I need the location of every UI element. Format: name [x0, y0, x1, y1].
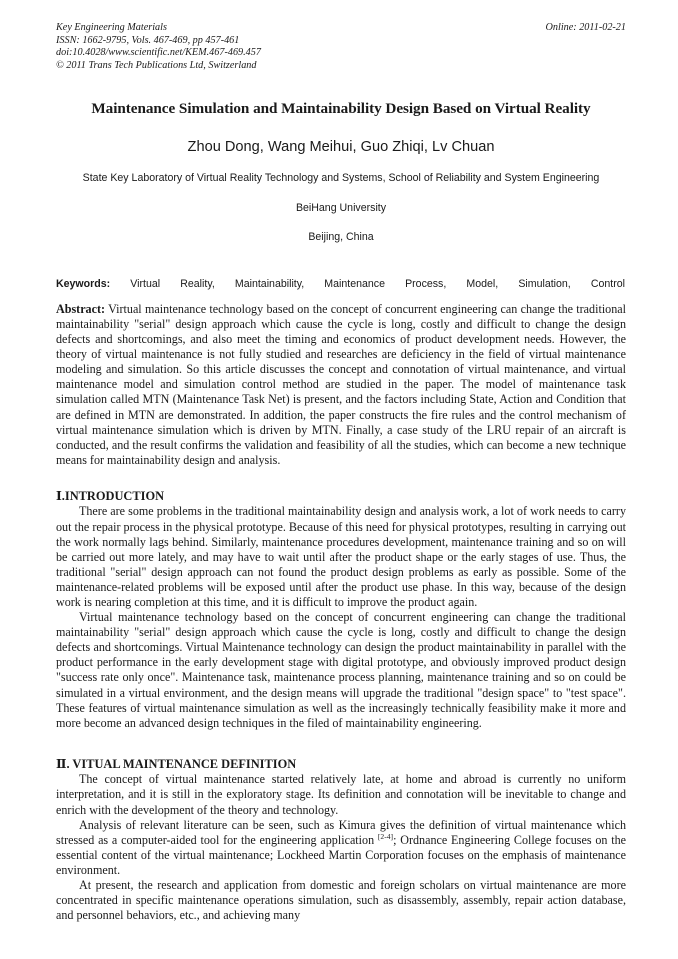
journal-header-top-row — [56, 22, 626, 35]
paragraph: At present, the research and application from domestic and foreign scholars on virtual maintenance are more concentrated in specific maintenance operations simulation, such as disassembly, assembly, repair action database, and personnel behaviors, etc., and achieving many — [56, 877, 626, 923]
abstract-text: Virtual maintenance technology based on the concept of concurrent engineering can change the traditional maintainability "serial" design approach which cause the cycle is long, costly and difficult to change the design defects and shortcomings, and also meet the timing and economics of product development needs. However, the theory of virtual maintenance is not fully studied and researches are deficiency in the field of virtual maintenance modeling and simulation. So this article discusses the concept and connotation of virtual maintenance, and virtual maintenance model and simulation control method are studied in the paper. The model of maintenance task simulation called MTN (Maintenance Task Net) is present, and the factors including State, Action and Condition that are defined in MTN are demonstrated. In addition, the paper constructs the fire rules and the control mechanism of virtual maintenance simulation which is driven by MTN. Finally, a case study of the LRU repair of an aircraft is conducted, and the result confirms the validation and feasibility of all the studies, which can become a new technique means for maintainability design and analysis. — [56, 301, 626, 467]
keywords-text: Virtual Reality, Maintainability, Maintenance Process, Model, Simulation, Control — [130, 277, 625, 290]
journal-header — [56, 22, 626, 72]
affiliation-city: Beijing, China — [308, 231, 374, 244]
keywords-line — [56, 277, 626, 291]
affiliation-university: BeiHang University — [295, 201, 387, 214]
section-heading-definition — [56, 756, 626, 773]
section-introduction — [56, 488, 626, 731]
section-heading-introduction — [56, 488, 626, 505]
abstract-block — [56, 302, 626, 468]
section-numeral: Ⅱ — [56, 755, 67, 771]
journal-name: Key Engineering Materials — [56, 22, 167, 33]
citation-reference: [2-4] — [377, 831, 394, 841]
paragraph-with-citation — [56, 818, 626, 878]
keywords-label: Keywords: — [56, 277, 111, 290]
abstract-label: Abstract: — [56, 301, 106, 316]
author-list: Zhou Dong, Wang Meihui, Guo Zhiqi, Lv Chuan — [187, 139, 495, 156]
journal-copyright-line: © 2011 Trans Tech Publications Ltd, Switzerland — [56, 59, 257, 71]
affiliation-block — [56, 171, 626, 246]
affiliation-lab: State Key Laboratory of Virtual Reality Technology and Systems, School of Reliability and System Engineering — [82, 172, 600, 185]
page-title: Maintenance Simulation and Maintainability Design Based on Virtual Reality — [91, 100, 591, 118]
journal-issn-line: ISSN: 1662-9795, Vols. 467-469, pp 457-461 — [56, 34, 240, 46]
paragraph-text-after-citation: ; Ordnance Engineering College focuses on the essential content of the virtual maintenance; Lockheed Martin Corporation focuses on the emphasis of maintenance environment. — [56, 832, 626, 877]
paragraph-text-before-citation: Analysis of relevant literature can be seen, such as Kimura gives the definition of virtual maintenance which stressed as a computer-aided tool for the engineering application — [56, 817, 626, 847]
paragraph: The concept of virtual maintenance started relatively late, at home and abroad is currently no uniform interpretation, and it is still in the exploratory stage. Its definition and connotation will be inevitable to change and enrich with the development of the theory and technology. — [56, 772, 626, 817]
section-numeral: Ⅰ — [56, 487, 62, 503]
paragraph: Virtual maintenance technology based on the concept of concurrent engineering can change the traditional maintainability "serial" design approach which cause the cycle is long, costly and difficult to change the design defects and shortcomings. Virtual Maintenance technology can design the product maintainability in parallel with the product performance in the early development stage with digital prototype, and obviously improved product design "success rate only once". Maintenance task, maintenance process planning, maintenance training and so on could be simulated in a virtual environment, and the design means will upgrade the traditional "design space" to "test space". These features of virtual maintenance simulation as well as the increasingly technically feasibility make it more and more become an advanced design techniques in the filed of maintainability engineering. — [56, 610, 626, 730]
paragraph: There are some problems in the traditional maintainability design and analysis work, a lot of work needs to carry out the repair process in the physical prototype. Because of this need for physical prototypes, resulting in carrying out the work normally lags behind. Similarly, maintenance procedures development, maintenance training and so on will be carried out more lately, and may have to wait until after the product shape or the early stages of use. Thus, the traditional "serial" design approach can not found the product design problems as early as possible. Some of the maintenance-related problems will be exposed until after the product use phase. In this way, because of the design work is nearing completion at this time, and it is difficult to improve the product again. — [56, 504, 626, 609]
journal-online-date: Online: 2011-02-21 — [545, 22, 626, 33]
section-heading-text: . VITUAL MAINTENANCE DEFINITION — [66, 756, 297, 771]
section-heading-text: .INTRODUCTION — [61, 488, 165, 503]
section-vitual-maintenance-definition — [56, 756, 626, 923]
journal-doi-line: doi:10.4028/www.scientific.net/KEM.467-469.457 — [56, 47, 261, 59]
